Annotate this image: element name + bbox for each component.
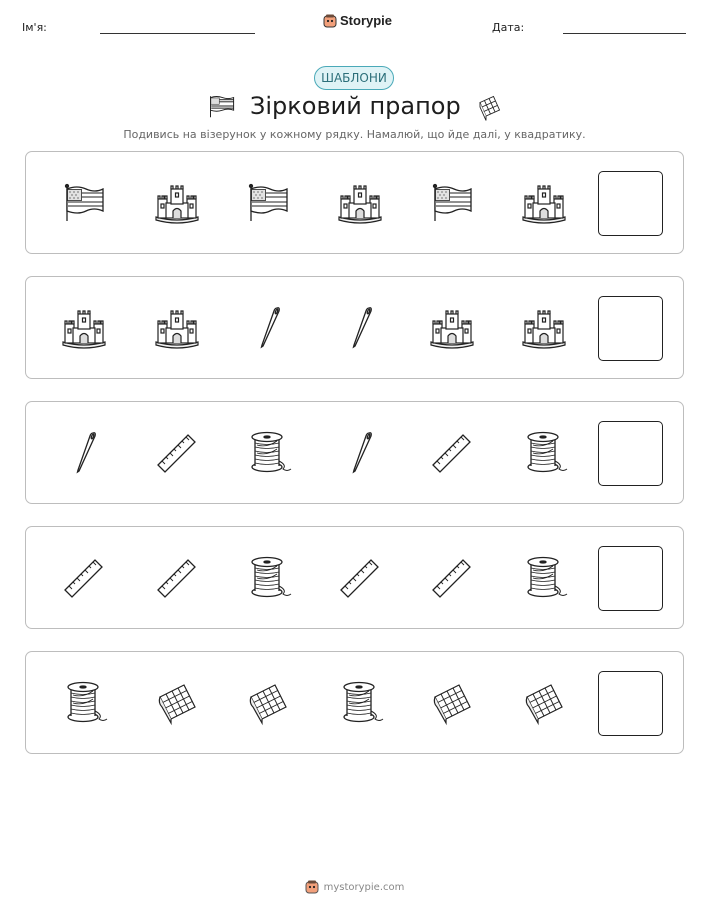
flag-icon	[59, 177, 109, 227]
answer-box[interactable]	[598, 671, 663, 736]
footer-mascot-icon	[305, 880, 319, 894]
pattern-row-1	[25, 151, 684, 254]
instructions: Подивись на візерунок у кожному рядку. Намалюй, що йде далі, у квадратику.	[123, 128, 586, 141]
name-line[interactable]	[100, 33, 255, 34]
needle-icon	[335, 302, 385, 352]
castle-icon	[59, 302, 109, 352]
answer-box[interactable]	[598, 296, 663, 361]
ruler-icon	[152, 552, 202, 602]
flag-icon	[427, 177, 477, 227]
quilt-icon	[243, 677, 293, 727]
ruler-icon	[427, 552, 477, 602]
answer-box[interactable]	[598, 171, 663, 236]
spool-icon	[519, 552, 569, 602]
date-line[interactable]	[563, 33, 686, 34]
footer	[0, 880, 709, 894]
castle-icon	[152, 177, 202, 227]
title-flag-icon	[205, 92, 237, 120]
pattern-row-4	[25, 526, 684, 629]
quilt-icon	[427, 677, 477, 727]
castle-icon	[427, 302, 477, 352]
pattern-row-2	[25, 276, 684, 379]
ruler-icon	[59, 552, 109, 602]
brand-name: Storypie	[340, 13, 393, 28]
storypie-mascot-icon	[323, 14, 337, 28]
name-label: Ім'я:	[22, 21, 47, 34]
answer-box[interactable]	[598, 546, 663, 611]
castle-icon	[335, 177, 385, 227]
spool-icon	[335, 677, 385, 727]
footer-url[interactable]: mystorypie.com	[323, 881, 405, 893]
flag-icon	[243, 177, 293, 227]
spool-icon	[519, 427, 569, 477]
spool-icon	[243, 427, 293, 477]
spool-icon	[243, 552, 293, 602]
ruler-icon	[427, 427, 477, 477]
quilt-icon	[519, 677, 569, 727]
castle-icon	[152, 302, 202, 352]
ruler-icon	[335, 552, 385, 602]
storypie-logo	[323, 13, 392, 28]
date-label: Дата:	[492, 21, 525, 34]
category-badge: ШАБЛОНИ	[314, 66, 394, 90]
needle-icon	[243, 302, 293, 352]
page-title: Зірковий прапор	[250, 92, 461, 120]
quilt-icon	[152, 677, 202, 727]
needle-icon	[59, 427, 109, 477]
ruler-icon	[152, 427, 202, 477]
needle-icon	[335, 427, 385, 477]
pattern-row-3	[25, 401, 684, 504]
answer-box[interactable]	[598, 421, 663, 486]
castle-icon	[519, 177, 569, 227]
title-quilt-icon	[474, 92, 504, 122]
castle-icon	[519, 302, 569, 352]
pattern-row-5	[25, 651, 684, 754]
spool-icon	[59, 677, 109, 727]
